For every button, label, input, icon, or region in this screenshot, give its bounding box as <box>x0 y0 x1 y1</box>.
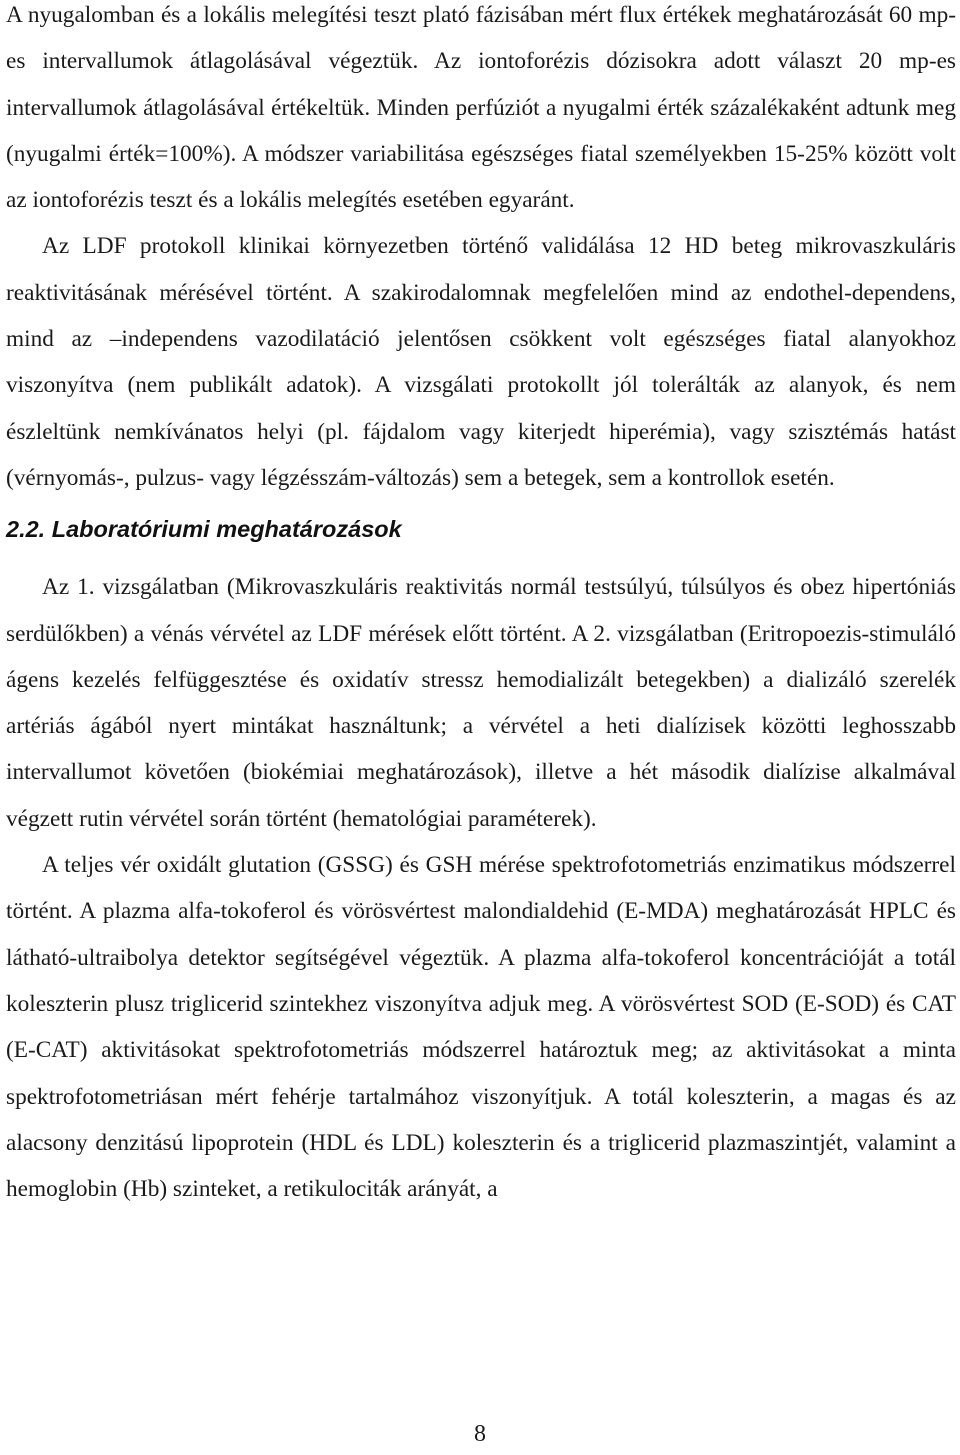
body-paragraph: Az 1. vizsgálatban (Mikrovaszkuláris reaktivitás normál testsúlyú, túlsúlyos és obez hipertóniás serdülőkben) a vénás vérvétel az LDF mérések előtt történt. A 2. vizsgálatban (Eritropoezis-stimuláló ágens kezelés felfüggesztése és oxidatív stressz hemodializált betegekben) a dializáló szerelék artériás ágából nyert mintákat használtunk; a vérvétel a heti dialízisek közötti leghosszabb intervallumot követően (biokémiai meghatározások), illetve a hét második dialízise alkalmával végzett rutin vérvétel során történt (hematológiai paraméterek). <box>6 574 956 832</box>
document-page <box>6 0 956 1212</box>
page-number: 8 <box>474 1421 486 1447</box>
body-paragraph: A teljes vér oxidált glutation (GSSG) és GSH mérése spektrofotometriás enzimatikus módszerrel történt. A plazma alfa-tokoferol és vörösvértest malondialdehid (E-MDA) meghatározását HPLC és látható-ultraibolya detektor segítségével végeztük. A plazma alfa-tokoferol koncentrációját a totál koleszterin plusz triglicerid szintekhez viszonyítva adjuk meg. A vörösvértest SOD (E-SOD) és CAT (E-CAT) aktivitásokat spektrofotometriás módszerrel határoztuk meg; az aktivitásokat a minta spektrofotometriásan mért fehérje tartalmához viszonyítjuk. A totál koleszterin, a magas és az alacsony denzitású lipoprotein (HDL és LDL) koleszterin és a triglicerid plazmaszintjét, valamint a hemoglobin (Hb) szinteket, a retikulociták arányát, a <box>6 852 956 1203</box>
body-paragraph: A nyugalomban és a lokális melegítési teszt plató fázisában mért flux értékek meghatározását 60 mp-es intervallumok átlagolásával végeztük. Az iontoforézis dózisokra adott választ 20 mp-es intervallumok átlagolásával értékeltük. Minden perfúziót a nyugalmi érték százalékaként adtunk meg (nyugalmi érték=100%). A módszer variabilitása egészséges fiatal személyekben 15-25% között volt az iontoforézis teszt és a lokális melegítés esetében egyaránt. <box>6 2 956 214</box>
section-heading: 2.2. Laboratóriumi meghatározások <box>6 516 402 543</box>
body-paragraph: Az LDF protokoll klinikai környezetben történő validálása 12 HD beteg mikrovaszkuláris reaktivitásának mérésével történt. A szakirodalomnak megfelelően mind az endothel-dependens, mind az –independens vazodilatáció jelentősen csökkent volt egészséges fiatal alanyokhoz viszonyítva (nem publikált adatok). A vizsgálati protokollt jól tolerálták az alanyok, és nem észleltünk nemkívánatos helyi (pl. fájdalom vagy kiterjedt hiperémia), vagy szisztémás hatást (vérnyomás-, pulzus- vagy légzésszám-változás) sem a betegek, sem a kontrollok esetén. <box>6 233 956 491</box>
